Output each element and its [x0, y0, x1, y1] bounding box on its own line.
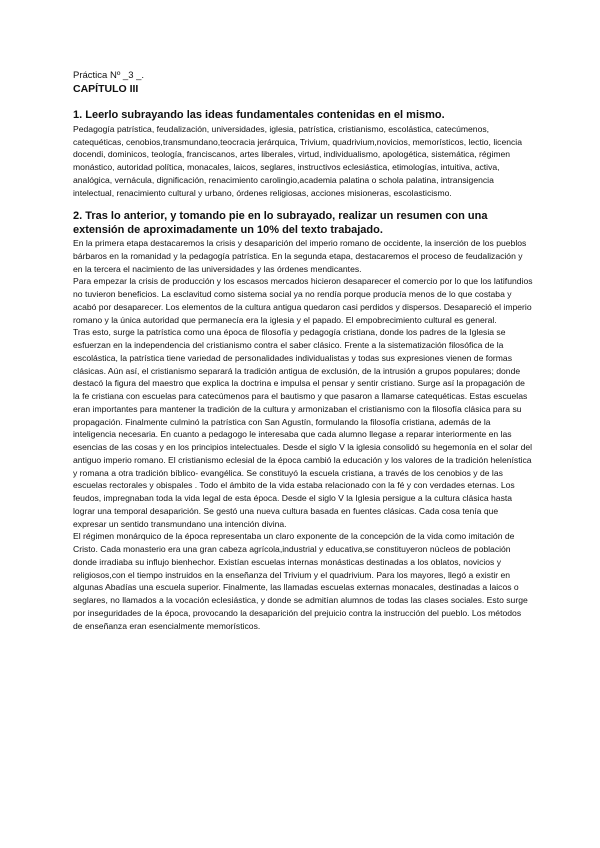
chapter-title: CAPÍTULO III [73, 83, 139, 95]
summary-paragraph: El régimen monárquico de la época representaba un claro exponente de la concepción de la vida como imitación de Cristo. Cada monasterio era una gran cabeza agrícola,industrial y educativa,se constituyeron núcleos de población donde irradiaba su influjo bienhechor. Existían escuelas internas monásticas destinadas a los oblatos, novicios y religiosos,con el tiempo instruidos en la enseñanza del Trivium y el quadrivium. Para los mayores, llegó a existir en algunas Abadías una escuela superior. Finalmente, las llamadas escuelas externas monacales, destinadas a laicos o seglares, no llamados a la vocación eclesiástica, y donde se admitían alumnos de todas las clases sociales. Esto surge por inseguridades de la época, provocando la desaparición del prejuicio contra la instrucción del pueblo. Los métodos de enseñanza eran esencialmente memorísticos. [73, 531, 528, 631]
summary-body [73, 237, 533, 632]
question-1-title: 1. Leerlo subrayando las ideas fundamentales contenidas en el mismo. [73, 109, 445, 121]
keywords-paragraph: Pedagogía patrística, feudalización, universidades, iglesia, patrística, cristianismo, escolástica, catecúmenos, catequéticas, cenobios,transmundano,teocracia jerárquica, Trivium, quadrivium,novicios, memorísticos, lectio, licencia docendi, dominicos, teología, franciscanos, artes liberales, virtud, individualismo, apologética, sistemática, régimen monástico, autoridad política, monacales, laicos, seglares, instructivos eclesiástica, etimologías, intuitiva, activa, analógica, vernácula, dignificación, renacimiento carolingio,academia palatina o schola palatina, intransigencia intelectual, renacimiento cultural y urbano, órdenes religiosas, acciones misioneras, escolasticismo. [73, 124, 522, 198]
practice-number: Práctica Nº _3 _. [73, 70, 145, 81]
summary-paragraph: Tras esto, surge la patrística como una época de filosofía y pedagogía cristiana, donde los padres de la Iglesia se esfuerzan en la independencia del cristianismo contra el saber clásico. Frente a la sistematización filosófica de la escolástica, la patrística tiene variedad de personalidades individualistas y todas sus expresiones vienen de formas clásicas. Aún así, el cristianismo separará la tradición antigua de exclusión, de la intrusión a grupos populares; donde destacó la figura del maestro que explica la doctrina e impulsa el pensar y sentir cristiano. Surge así la propagación de la fe cristiana con escuelas para catecúmenos para el bautismo y que pasaron a llamarse catequéticas. Estas escuelas eran importantes para mantener la tradición de la cultura y armonizaban el cristianismo con la filosofía clásica para su propagación. Finalmente culminó la patrística con San Agustín, formulando la filosofía cristiana, además de la inteligencia necesaria. En cuanto a pedagogo le interesaba que cada alumno llegase a reparar interiormente en las esencias de las cosas y en los principios intelectuales. Desde el siglo V la iglesia consolidó su hegemonía en el solar del antiguo imperio romano. El cristianismo eclesial de la época cambió la educación y los valores de la tradición helenística y romana a otra tradición bíblico- evangélica. Se constituyó la escuela cristiana, a través de los cenobios y de las escuelas rectorales y obispales . Todo el ámbito de la vida estaba relacionado con la fé y con verdades eternas. Los feudos, impregnaban toda la vida legal de esta época. Desde el siglo V la Iglesia persigue a la cultura clásica hasta lograr una temporal desaparición. Se gestó una nueva cultura basada en fuentes clásicas. Cada cosa tenía que expresar un sentido transmundano una intención divina. [73, 327, 533, 529]
summary-paragraph: En la primera etapa destacaremos la crisis y desaparición del imperio romano de occidente, la inserción de los pueblos bárbaros en la romanidad y la pedagogía patrística. En la segunda etapa, destacaremos el proceso de feudalización y en la tercera el nacimiento de las universidades y las órdenes mendicantes. [73, 238, 527, 274]
question-2-title: 2. Tras lo anterior, y tomando pie en lo subrayado, realizar un resumen con una extensión de aproximadamente un 10% del texto trabajado. [73, 210, 488, 236]
summary-paragraph: Para empezar la crisis de producción y los escasos mercados hicieron desaparecer el comercio por lo que los latifundios no tuvieron beneficios. La esclavitud como sistema social ya no rendía porque producía menos de lo que costaba y acabó por desaparecer. Los elementos de la cultura antigua quedaron casi perdidos y dispersos. Desapareció el imperio romano y la única autoridad que permanecía era la iglesia y el papado. El empobrecimiento cultural es general. [73, 276, 533, 325]
document-page [73, 70, 533, 632]
